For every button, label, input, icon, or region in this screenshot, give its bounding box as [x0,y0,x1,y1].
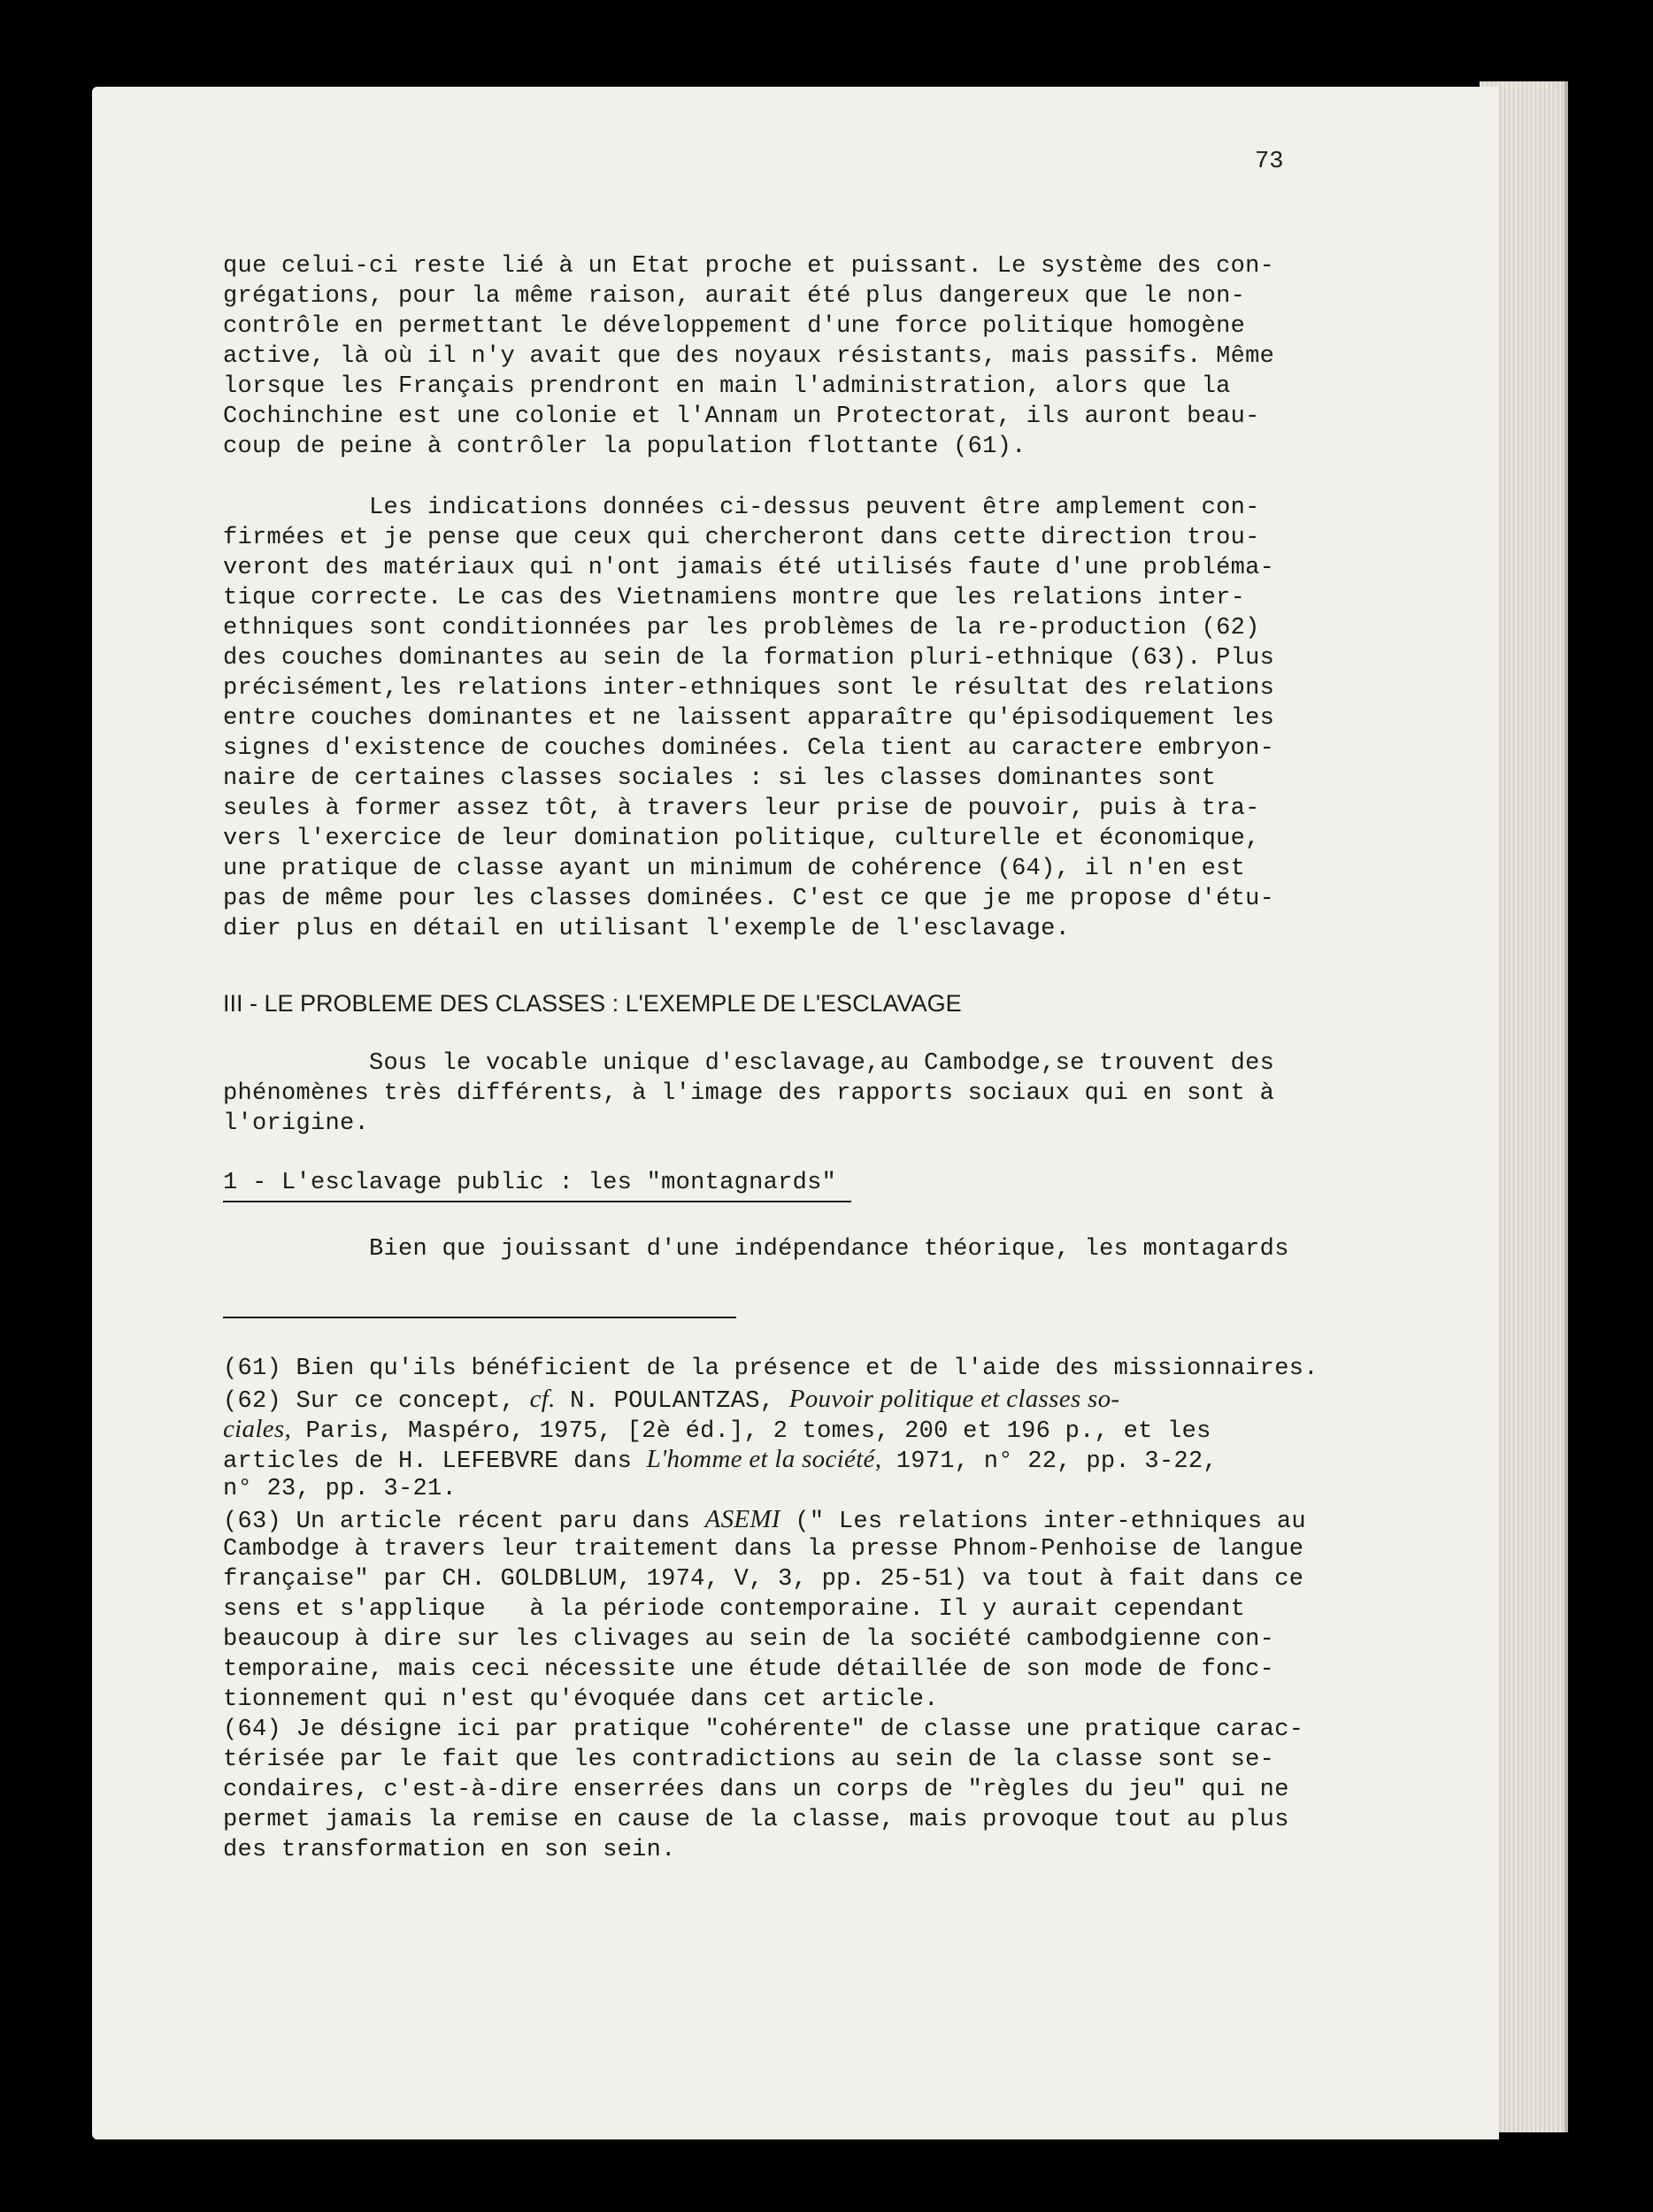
body-line: Les indications données ci-dessus peuvent être amplement con- [223,495,1260,521]
page-number: 73 [1255,149,1284,175]
body-line: active, là où il n'y avait que des noyaux résistants, mais passifs. Même [223,343,1275,370]
body-line: entre couches dominantes et ne laissent apparaître qu'épisodiquement les [223,705,1275,732]
body-line: précisément,les relations inter-ethniques sont le résultat des relations [223,675,1275,702]
footnote-text: 1971, n° 22, pp. 3-22, [881,1448,1218,1475]
footnote-text: N. POULANTZAS, [555,1388,789,1415]
footnote-62-line2 [223,1414,1211,1447]
footnote-63-line: tionnement qui n'est qu'évoquée dans cet article. [223,1686,939,1713]
footnote-62-line3 [223,1444,1218,1477]
footnote-text: Paris, Maspéro, 1975, [2è éd.], 2 tomes, 200 et 196 p., et les [291,1418,1211,1445]
footnote-64-line: térisée par le fait que les contradictions au sein de la classe sont se- [223,1747,1275,1773]
body-line: veront des matériaux qui n'ont jamais été utilisés faute d'une probléma- [223,555,1275,581]
body-line: dier plus en détail en utilisant l'exemple de l'esclavage. [223,916,1071,942]
footnote-63-line: temporaine, mais ceci nécessite une étude détaillée de son mode de fonc- [223,1656,1275,1683]
footnote-separator [223,1317,736,1318]
body-line: vers l'exercice de leur domination politique, culturelle et économique, [223,826,1260,852]
footnote-title: L'homme et la société, [646,1445,882,1473]
footnote-62-line4: n° 23, pp. 3-21. [223,1476,457,1502]
footnote-63-line1 [223,1504,1306,1537]
footnote-64-line: condaires, c'est-à-dire enserrées dans un corps de "règles du jeu" qui ne [223,1777,1289,1803]
footnote-62-line1 [223,1384,1119,1417]
footnote-63-line: française" par CH. GOLDBLUM, 1974, V, 3, pp. 25-51) va tout à fait dans ce [223,1566,1304,1593]
body-line: naire de certaines classes sociales : si les classes dominantes sont [223,765,1217,792]
body-line: contrôle en permettant le développement d'une force politique homogène [223,313,1246,340]
section-heading: III - LE PROBLEME DES CLASSES : L'EXEMPLE DE L'ESCLAVAGE [223,990,962,1017]
footnote-text: (" Les relations inter-ethniques au [780,1509,1306,1535]
body-line: firmées et je pense que ceux qui chercheront dans cette direction trou- [223,525,1260,551]
subsection-heading: 1 - L'esclavage public : les "montagnards" [223,1170,837,1196]
footnote-64-line: des transformation en son sein. [223,1837,676,1863]
footnote-title: ASEMI [704,1505,780,1533]
footnote-64-line: (64) Je désigne ici par pratique "cohérente" de classe une pratique carac- [223,1717,1304,1743]
footnote-title: ciales, [223,1415,291,1443]
section-line: phénomènes très différents, à l'image des rapports sociaux qui en sont à [223,1080,1275,1107]
footnote-64-line: permet jamais la remise en cause de la classe, mais provoque tout au plus [223,1807,1289,1833]
body-line: tique correcte. Le cas des Vietnamiens montre que les relations inter- [223,585,1246,611]
footnote-61: (61) Bien qu'ils bénéficient de la présence et de l'aide des missionnaires. [223,1356,1319,1382]
footnote-text: articles de H. LEFEBVRE dans [223,1448,647,1475]
footnote-63-line: beaucoup à dire sur les clivages au sein de la société cambodgienne con- [223,1626,1275,1653]
footnote-63-line: Cambodge à travers leur traitement dans la presse Phnom-Penhoise de langue [223,1536,1304,1563]
section-line: l'origine. [223,1110,370,1137]
body-line: ethniques sont conditionnées par les problèmes de la re-production (62) [223,615,1260,641]
body-line: signes d'existence de couches dominées. Cela tient au caractere embryon- [223,735,1275,762]
subheading-underline [223,1201,851,1202]
body-line: grégations, pour la même raison, aurait été plus dangereux que le non- [223,283,1246,310]
body-line: que celui-ci reste lié à un Etat proche et puissant. Le système des con- [223,253,1275,280]
body-line: seules à former assez tôt, à travers leur prise de pouvoir, puis à tra- [223,795,1260,822]
body-line: pas de même pour les classes dominées. C'est ce que je me propose d'étu- [223,886,1275,912]
footnote-text: (63) Un article récent paru dans [223,1509,705,1535]
body-line: une pratique de classe ayant un minimum de cohérence (64), il n'en est [223,856,1246,882]
footnote-text: (62) Sur ce concept, [223,1388,530,1415]
body-line: coup de peine à contrôler la population flottante (61). [223,434,1026,460]
subsection-line: Bien que jouissant d'une indépendance théorique, les montagards [223,1236,1289,1263]
body-line: des couches dominantes au sein de la formation pluri-ethnique (63). Plus [223,645,1275,672]
section-line: Sous le vocable unique d'esclavage,au Cambodge,se trouvent des [223,1050,1275,1077]
body-line: Cochinchine est une colonie et l'Annam un Protectorat, ils auront beau- [223,403,1260,430]
footnote-63-line: sens et s'applique à la période contemporaine. Il y aurait cependant [223,1596,1246,1623]
body-line: lorsque les Français prendront en main l'administration, alors que la [223,373,1231,400]
footnote-abbrev: cf. [529,1385,556,1413]
footnote-title: Pouvoir politique et classes so- [788,1385,1120,1413]
